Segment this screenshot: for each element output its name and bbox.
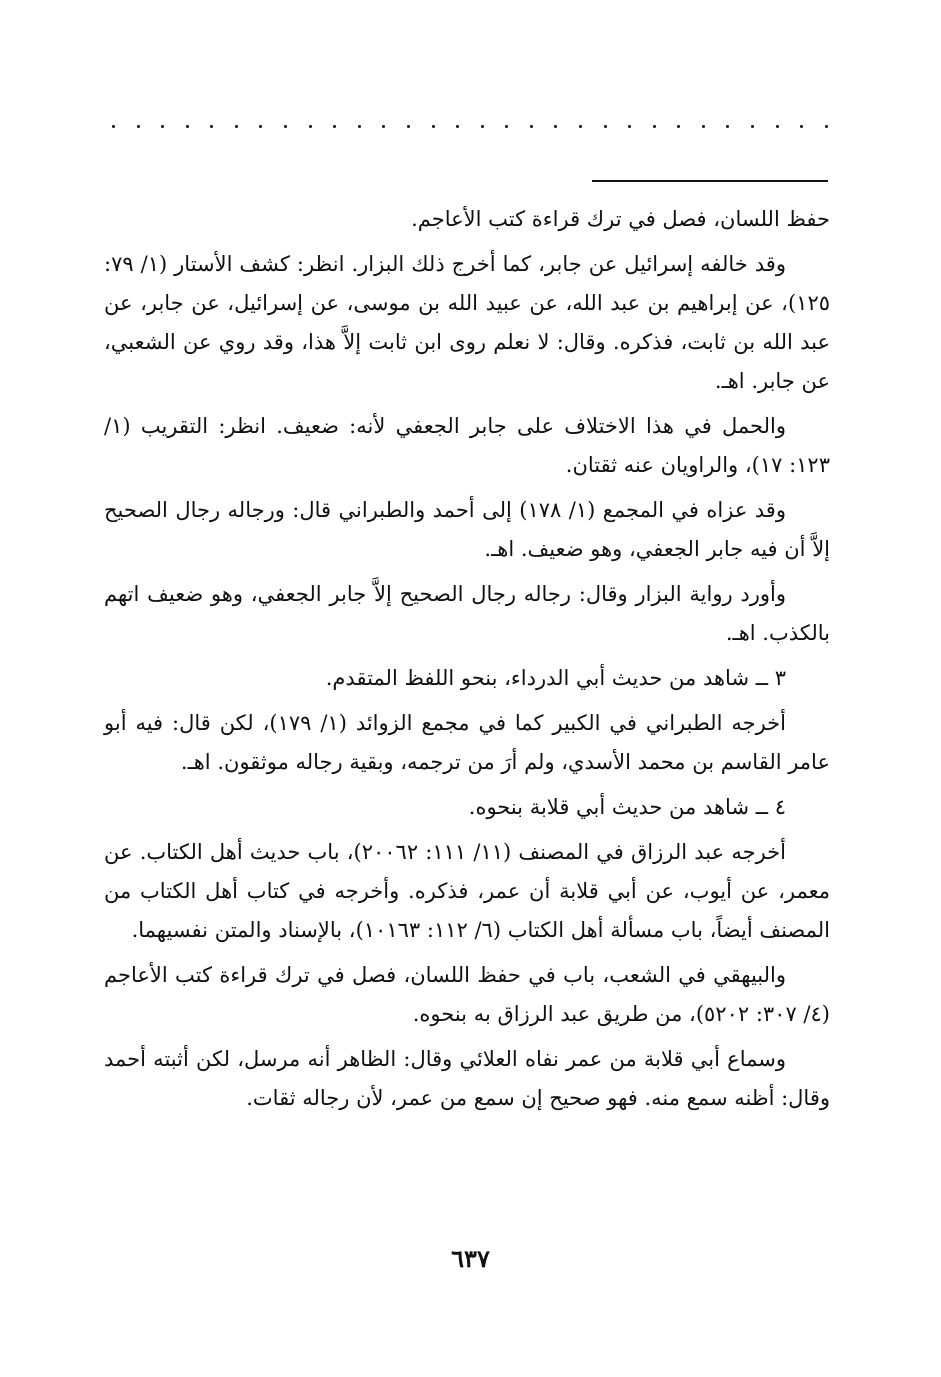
separator-dot	[604, 125, 607, 128]
paragraph-majma: وقد عزاه في المجمع (١/ ١٧٨) إلى أحمد والطبراني قال: ورجاله رجال الصحيح إلاَّ أن فيه جابر الجعفي، وهو ضعيف. اهـ.	[104, 498, 830, 561]
paragraph-abu-qilaba: وسماع أبي قلابة من عمر نفاه العلائي وقال: الظاهر أنه مرسل، لكن أثبته أحمد وقال: أظنه سمع منه. فهو صحيح إن سمع من عمر، لأن رجاله ثقات.	[104, 1047, 830, 1110]
separator-dot	[726, 125, 729, 128]
separator-dot	[776, 125, 779, 128]
separator-dot	[407, 125, 410, 128]
separator-dot	[358, 125, 361, 128]
page-number: ٦٣٧	[451, 1244, 490, 1273]
dotted-separator	[112, 116, 828, 136]
separator-dot	[505, 125, 508, 128]
paragraph-continuation: حفظ اللسان، فصل في ترك قراءة كتب الأعاجم.	[411, 207, 830, 231]
separator-dot	[554, 125, 557, 128]
separator-dot	[825, 125, 828, 128]
paragraph-abdulrazzaq: أخرجه عبد الرزاق في المصنف (١١/ ١١١: ٢٠٠٦٢)، باب حديث أهل الكتاب. عن معمر، عن أيوب، عن أبي قلابة أن عمر، فذكره. وأخرجه في كتاب أهل الكتاب من المصنف أيضاً، باب مسألة أهل الكتاب (٦/ ١١٢: ١٠١٦٣)، بالإسناد والمتن نفسيهما.	[104, 840, 830, 942]
separator-dot	[161, 125, 164, 128]
separator-dot	[112, 125, 115, 128]
paragraph-witness-3: ٣ ــ شاهد من حديث أبي الدرداء، بنحو اللفظ المتقدم.	[325, 666, 786, 690]
separator-dot	[628, 125, 631, 128]
separator-dot	[481, 125, 484, 128]
separator-dot	[530, 125, 533, 128]
separator-dot	[800, 125, 803, 128]
separator-dot	[284, 125, 287, 128]
footnote-rule	[592, 180, 828, 182]
separator-dot	[382, 125, 385, 128]
paragraph-israil: وقد خالفه إسرائيل عن جابر، كما أخرج ذلك البزار. انظر: كشف الأستار (١/ ٧٩: ١٢٥)، عن إبراهيم بن عبد الله، عن عبيد الله بن موسى، عن إسرائيل، عن جابر، عن عبد الله بن ثابت، فذكره. وقال: لا نعلم روى ابن ثابت إلاَّ هذا، وقد روي عن الشعبي، عن جابر. اهـ.	[104, 252, 831, 393]
separator-dot	[309, 125, 312, 128]
separator-dot	[653, 125, 656, 128]
paragraph-tabarani: أخرجه الطبراني في الكبير كما في مجمع الزوائد (١/ ١٧٩)، لكن قال: فيه أبو عامر القاسم بن محمد الأسدي، ولم أرَ من ترجمه، وبقية رجاله موثقون. اهـ.	[104, 711, 830, 774]
separator-dot	[186, 125, 189, 128]
separator-dot	[702, 125, 705, 128]
paragraph-jabir: والحمل في هذا الاختلاف على جابر الجعفي لأنه: ضعيف. انظر: التقريب (١/ ١٢٣: ١٧)، والراويان عنه ثقتان.	[104, 414, 830, 477]
separator-dot	[235, 125, 238, 128]
paragraph-witness-4: ٤ ــ شاهد من حديث أبي قلابة بنحوه.	[468, 795, 786, 819]
paragraph-bazzar: وأورد رواية البزار وقال: رجاله رجال الصحيح إلاَّ جابر الجعفي، وهو ضعيف اتهم بالكذب. اهـ.	[104, 582, 830, 645]
separator-dot	[333, 125, 336, 128]
separator-dot	[137, 125, 140, 128]
separator-dot	[259, 125, 262, 128]
separator-dot	[210, 125, 213, 128]
separator-dot	[579, 125, 582, 128]
separator-dot	[456, 125, 459, 128]
separator-dot	[677, 125, 680, 128]
footnote-text	[104, 200, 830, 1124]
separator-dot	[751, 125, 754, 128]
paragraph-bayhaqi: والبيهقي في الشعب، باب في حفظ اللسان، فصل في ترك قراءة كتب الأعاجم (٤/ ٣٠٧: ٥٢٠٢)، من طريق عبد الرزاق به بنحوه.	[104, 963, 830, 1026]
separator-dot	[432, 125, 435, 128]
